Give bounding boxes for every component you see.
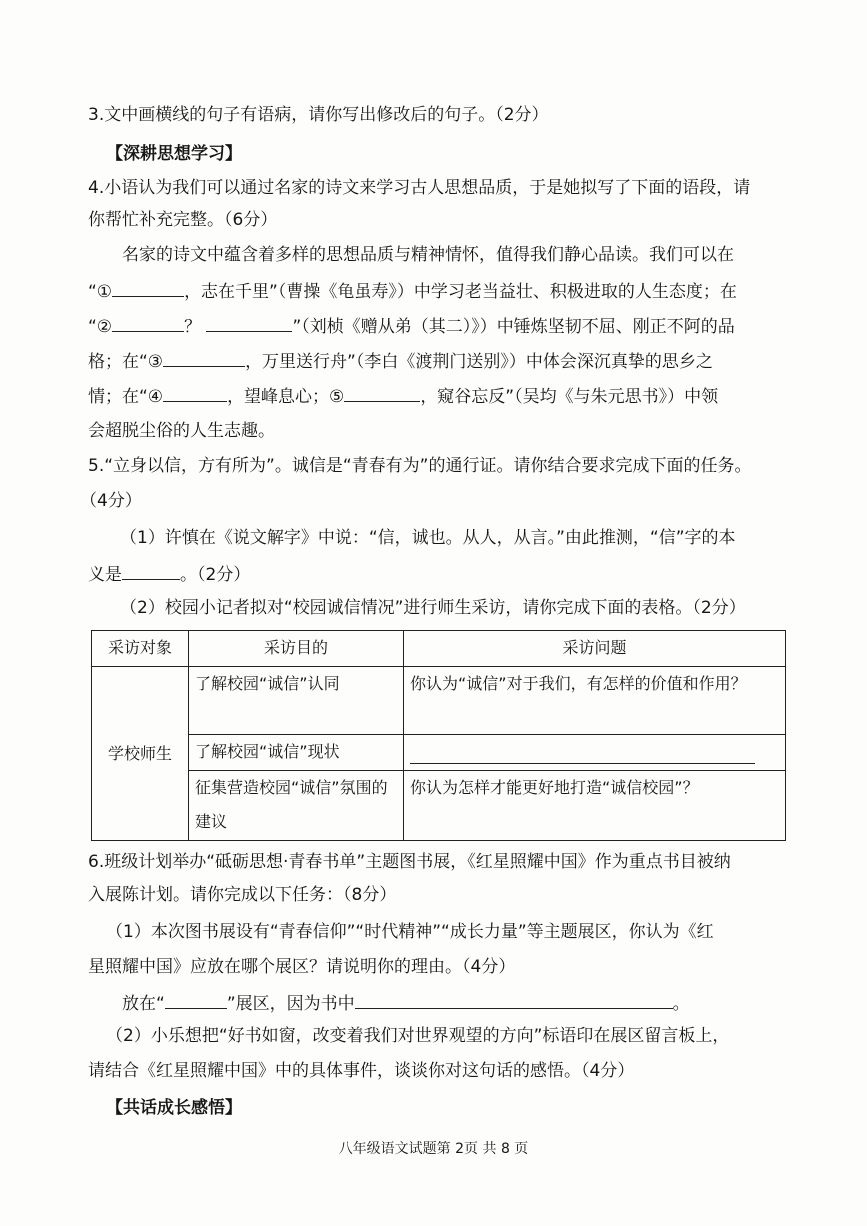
text-segment: ，窥谷忘反”（吴均《与朱元思书》）中领 <box>420 387 719 407</box>
text-segment: 。（2分） <box>180 565 251 585</box>
interview-table <box>91 630 786 841</box>
q5-sub-2: （2）校园小记者拟对“校园诚信情况”进行师生采访，请你完成下面的表格。（2分） <box>120 598 746 618</box>
answer-line[interactable] <box>410 741 755 764</box>
cell-question-3: 你认为怎样才能更好地打造“诚信校园”？ <box>404 771 786 841</box>
q4-paragraph-line-1: 名家的诗文中蕴含着多样的思想品质与精神情怀，值得我们静心品读。我们可以在 <box>122 245 734 265</box>
question-4-line-1: 4.小语认为我们可以通过名家的诗文来学习古人思想品质，于是她拟写了下面的语段，请 <box>88 178 751 198</box>
q4-paragraph-line-3 <box>88 314 735 338</box>
text-segment: ，万里送行舟”（李白《渡荆门送别》）中体会深沉真挚的思乡之 <box>245 352 713 372</box>
q4-paragraph-line-5 <box>88 384 718 408</box>
blank-1[interactable] <box>112 279 184 297</box>
cell-purpose-1: 了解校园“诚信”认同 <box>189 667 404 735</box>
blank-5[interactable] <box>344 384 420 402</box>
cell-subject: 学校师生 <box>92 667 189 841</box>
text-segment: 放在“ <box>122 994 165 1014</box>
q4-paragraph-line-4 <box>88 349 713 373</box>
text-segment: ，望峰息心；⑤ <box>227 387 345 407</box>
cell-question-1: 你认为“诚信”对于我们，有怎样的价值和作用？ <box>404 667 786 735</box>
text-segment: ？ <box>184 317 202 337</box>
text-segment: 情；在“④ <box>88 387 164 407</box>
question-6-line-2: 入展陈计划。请你完成以下任务：（8分） <box>88 885 397 905</box>
text-segment: 。 <box>672 994 690 1014</box>
q6-sub-1-line-1: （1）本次图书展设有“青春信仰”“时代精神”“成长力量”等主题展区，你认为《红 <box>106 922 714 942</box>
q5-sub-1-line-2 <box>88 562 250 586</box>
section-heading-think: 【深耕思想学习】 <box>106 144 242 164</box>
question-5-line-1: 5.“立身以信，方有所为”。诚信是“青春有为”的通行证。请你结合要求完成下面的任务。 <box>88 456 752 476</box>
blank-3[interactable] <box>163 349 245 367</box>
question-4-line-2: 你帮忙补充完整。（6分） <box>88 210 278 230</box>
text-segment: 义是 <box>88 565 122 585</box>
page-footer: 八年级语文试题第 2页 共 8 页 <box>338 1141 529 1157</box>
text-segment: 格；在“③ <box>88 352 164 372</box>
q5-sub-1-line-1: （1）许慎在《说文解字》中说：“信，诚也。从人，从言。”由此推测，“信”字的本 <box>120 528 736 548</box>
header-question: 采访问题 <box>404 631 786 667</box>
header-subject: 采访对象 <box>92 631 189 667</box>
q4-paragraph-line-6: 会超脱尘俗的人生志趣。 <box>88 421 275 441</box>
blank-4[interactable] <box>163 384 227 402</box>
section-heading-grow: 【共话成长感悟】 <box>106 1098 242 1118</box>
question-6-line-1: 6.班级计划举办“砥砺思想·青春书单”主题图书展，《红星照耀中国》作为重点书目被纳 <box>88 852 731 872</box>
q6-sub-1-line-2: 星照耀中国》应放在哪个展区？请说明你的理由。（4分） <box>88 957 516 977</box>
blank-q5-1[interactable] <box>122 562 180 580</box>
text-segment: ，志在千里”（曹操《龟虽寿》）中学习老当益壮、积极进取的人生态度；在 <box>184 282 737 302</box>
text-segment: “① <box>88 282 113 302</box>
question-5-line-2: （4分） <box>80 491 142 511</box>
header-purpose: 采访目的 <box>189 631 404 667</box>
cell-question-2-answer[interactable] <box>404 735 786 771</box>
blank-exhibit-area[interactable] <box>165 991 227 1009</box>
q4-paragraph-line-2 <box>88 279 737 303</box>
q6-sub-2-line-2: 请结合《红星照耀中国》中的具体事件，谈谈你对这句话的感悟。（4分） <box>88 1061 635 1081</box>
blank-reason[interactable] <box>355 991 673 1009</box>
question-3: 3.文中画横线的句子有语病，请你写出修改后的句子。（2分） <box>88 105 549 125</box>
q6-answer-line <box>122 991 690 1015</box>
blank-2b[interactable] <box>206 314 292 332</box>
cell-purpose-3: 征集营造校园“诚信”氛围的建议 <box>189 771 404 841</box>
text-segment: “② <box>88 317 113 337</box>
text-segment: ”（刘桢《赠从弟（其二）》）中锤炼坚韧不屈、刚正不阿的品 <box>292 317 735 337</box>
q6-sub-2-line-1: （2）小乐想把“好书如窗，改变着我们对世界观望的方向”标语印在展区留言板上， <box>106 1026 730 1046</box>
text-segment: ”展区，因为书中 <box>226 994 355 1014</box>
blank-2[interactable] <box>112 314 184 332</box>
cell-purpose-2: 了解校园“诚信”现状 <box>189 735 404 771</box>
